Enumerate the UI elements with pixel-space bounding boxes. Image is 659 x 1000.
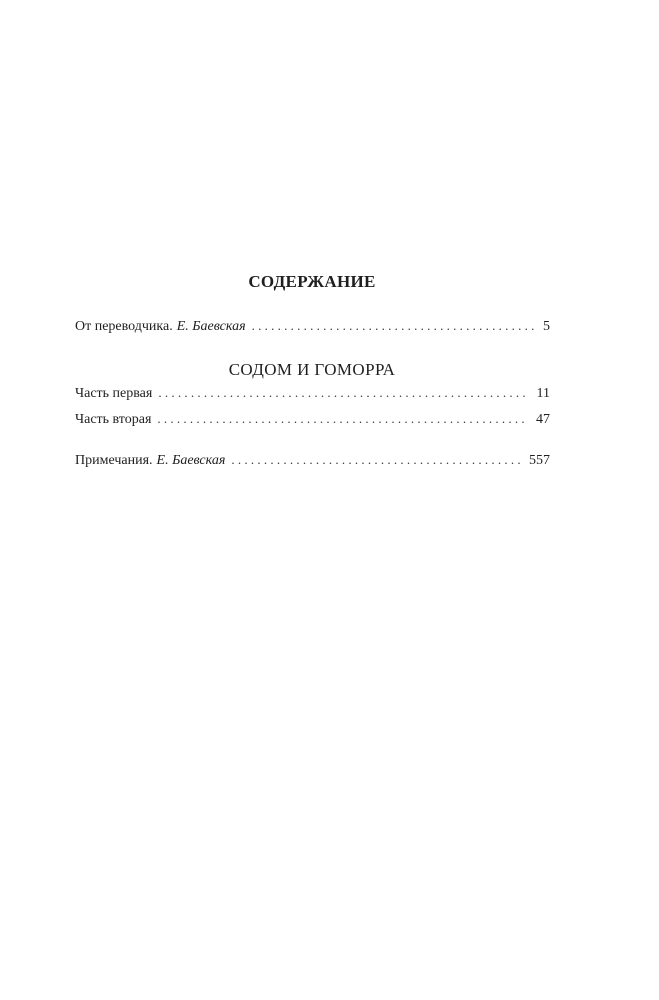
contents-heading: СОДЕРЖАНИЕ [248, 272, 376, 291]
entry-page-number: 47 [536, 412, 550, 427]
dot-leader [252, 317, 535, 335]
toc-entry-part-one [75, 384, 550, 403]
dot-leader [157, 410, 528, 428]
entry-page-number: 5 [543, 319, 550, 334]
toc-entry-part-two [75, 410, 550, 429]
toc-entry-translator-note [75, 317, 550, 336]
entry-label: От переводчика. [75, 319, 173, 334]
entry-label: Часть первая [75, 386, 153, 401]
section-heading: СОДОМ И ГОМОРРА [228, 360, 396, 379]
entry-label: Примечания. [75, 453, 153, 468]
entry-page-number: 11 [536, 386, 550, 401]
entry-author: Е. Баевская [176, 319, 246, 334]
dot-leader [231, 451, 521, 469]
dot-leader [158, 384, 528, 402]
entry-label: Часть вторая [75, 412, 152, 427]
toc-entry-notes [75, 451, 550, 470]
entry-page-number: 557 [529, 453, 550, 468]
entry-author: Е. Баевская [156, 453, 226, 468]
